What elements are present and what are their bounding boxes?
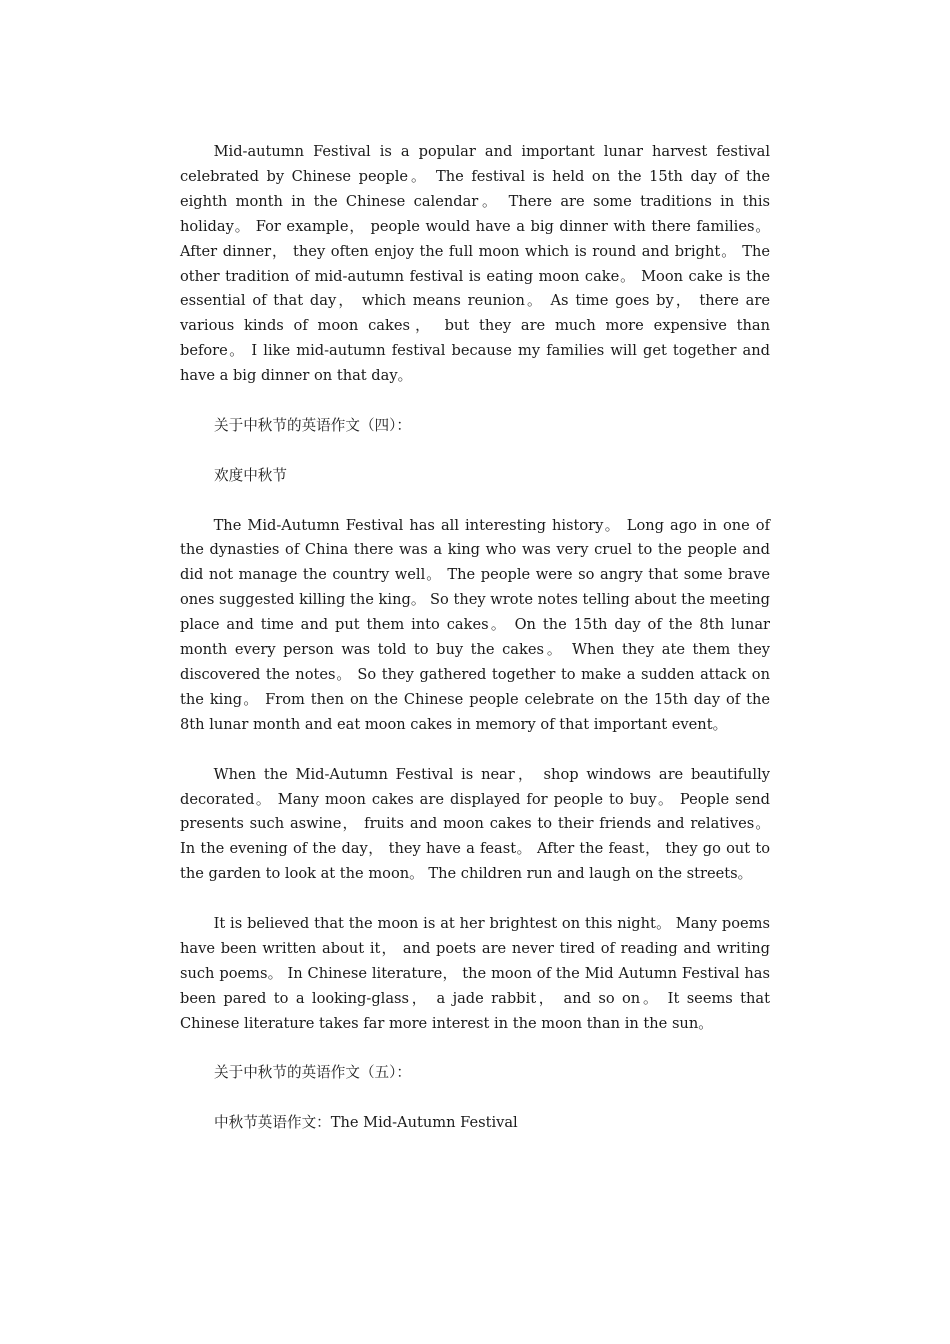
paragraph-history: The Mid-Autumn Festival has all interesting history。 Long ago in one of the dynasties of China there was a king who was very cruel to the people and did not manage the country well。 The people were so angry that some brave ones suggested killing the king。 So they wrote notes telling about the meeting place and time and put them into cakes。 On the 15th day of the 8th lunar month every person was told to buy the cakes。 When they ate them they discovered the notes。 So they gathered together to make a sudden attack on the king。 From then on the Chinese people celebrate on the 15th day of the 8th lunar month and eat moon cakes in memory of that important event。	[180, 516, 770, 733]
essay-4-subtitle: 欢度中秋节	[214, 466, 287, 484]
paragraph-celebration: When the Mid-Autumn Festival is near， shop windows are beautifully decorated。 Many moon cakes are displayed for people to buy。 People send presents such aswine， fruits and moon cakes to their friends and relatives。 In the evening of the day， they have a feast。 After the feast， they go out to the garden to look at the moon。 The children run and laugh on the streets。	[180, 765, 770, 883]
document-page	[180, 140, 770, 1161]
essay-5-subtitle: 中秋节英语作文：The Mid-Autumn Festival	[214, 1114, 518, 1132]
paragraph-intro: Mid-autumn Festival is a popular and important lunar harvest festival celebrated by Chinese people。 The festival is held on the 15th day of the eighth month in the Chinese calendar。 There are some traditions in this holiday。 For example， people would have a big dinner with there families。 After dinner， they often enjoy the full moon which is round and bright。 The other tradition of mid-autumn festival is eating moon cake。 Moon cake is the essential of that day， which means reunion。 As time goes by， there are various kinds of moon cakes， but they are much more expensive than before。 I like mid-autumn festival because my families will get together and have a big dinner on that day。	[180, 143, 770, 385]
essay-4-heading: 关于中秋节的英语作文（四）：	[214, 416, 412, 434]
essay-5-heading: 关于中秋节的英语作文（五）：	[214, 1064, 412, 1082]
paragraph-moon-literature: It is believed that the moon is at her brightest on this night。 Many poems have been written about it， and poets are never tired of reading and writing such poems。 In Chinese literature， the moon of the Mid Autumn Festival has been pared to a looking-glass， a jade rabbit， and so on。 It seems that Chinese literature takes far more interest in the moon than in the sun。	[180, 915, 770, 1032]
